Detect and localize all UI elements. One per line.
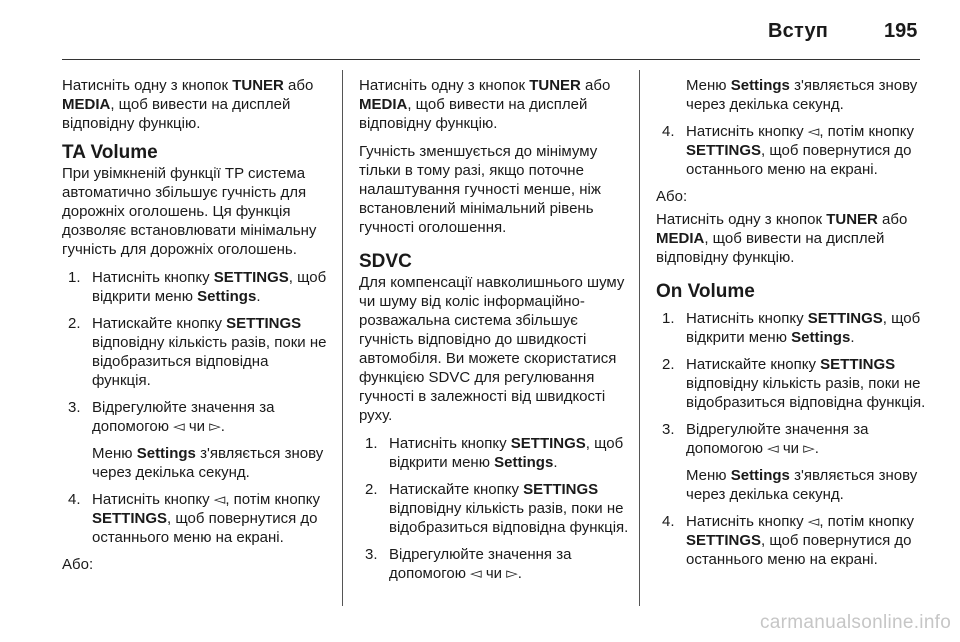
section-heading-sdvc: SDVC — [359, 251, 412, 272]
step-1: 1. Натисніть кнопку SETTINGS, щоб відкрити меню Settings. — [662, 310, 921, 346]
step-3: 3. Відрегулюйте значення за допомогою ◅ чи ▻. — [68, 399, 275, 435]
back-arrow-icon: ◅ — [807, 513, 820, 530]
step-4: 4. Натисніть кнопку ◅, потім кнопку SETTINGS, щоб повернутися до останнього меню на екрані. — [68, 491, 321, 546]
page-header-title: Вступ — [768, 20, 829, 42]
column-1 — [62, 76, 330, 583]
or-label: Або: — [656, 188, 688, 205]
step-3: 3. Відрегулюйте значення за допомогою ◅ чи ▻. — [365, 546, 572, 582]
section-heading-ta-volume: TA Volume — [62, 142, 158, 163]
column-divider-2 — [639, 70, 640, 606]
step-3-note: Меню Settings з'являється знову через декілька секунд. — [686, 77, 918, 113]
step-4: 4. Натисніть кнопку ◅, потім кнопку SETTINGS, щоб повернутися до останнього меню на екрані. — [662, 123, 915, 178]
intro-paragraph: Натисніть одну з кнопок TUNER або MEDIA, щоб вивести на дисплей відповідну функцію. — [62, 77, 314, 132]
ta-description: При увімкненій функції TP система автоматично збільшує гучність для дорожніх оголошень. Ця функція дозволяє встановлювати мінімальну гучність для дорожніх оголошень. — [62, 165, 317, 258]
right-arrow-icon: ▻ — [506, 565, 518, 582]
page-number: 195 — [884, 20, 918, 42]
step-1: 1. Натисніть кнопку SETTINGS, щоб відкрити меню Settings. — [365, 435, 624, 471]
back-arrow-icon: ◅ — [807, 123, 820, 140]
sdvc-description: Для компенсації навколишнього шуму чи шуму від коліс інформаційно-розважальна система збільшує гучність відповідно до швидкості автомобіля. Ви можете скористатися функцією SDVC для регулювання гучності в залежності від швидкості руху. — [359, 274, 625, 424]
intro-paragraph: Натисніть одну з кнопок TUNER або MEDIA, щоб вивести на дисплей відповідну функцію. — [359, 77, 611, 132]
intro-paragraph: Натисніть одну з кнопок TUNER або MEDIA, щоб вивести на дисплей відповідну функцію. — [656, 211, 908, 266]
right-arrow-icon: ▻ — [803, 440, 815, 457]
step-2: 2. Натискайте кнопку SETTINGS відповідну кількість разів, поки не відобразиться відповідна функція. — [662, 356, 926, 411]
column-2 — [359, 76, 629, 591]
column-3 — [656, 76, 928, 577]
volume-note-paragraph: Гучність зменшується до мінімуму тільки в тому разі, якщо поточне налаштування гучності менше, ніж встановлений мінімальний рівень гучності оголошення. — [359, 143, 601, 236]
header-rule — [62, 59, 920, 60]
step-4: 4. Натисніть кнопку ◅, потім кнопку SETTINGS, щоб повернутися до останнього меню на екрані. — [662, 513, 915, 568]
or-label: Або: — [62, 556, 94, 573]
section-heading-on-volume: On Volume — [656, 281, 755, 302]
left-arrow-icon: ◅ — [767, 440, 779, 457]
step-3-note: Меню Settings з'являється знову через декілька секунд. — [686, 467, 918, 503]
left-arrow-icon: ◅ — [173, 418, 185, 435]
watermark: carmanualsonline.info — [760, 612, 952, 633]
step-1: 1. Натисніть кнопку SETTINGS, щоб відкрити меню Settings. — [68, 269, 327, 305]
column-divider-1 — [342, 70, 343, 606]
step-2: 2. Натискайте кнопку SETTINGS відповідну кількість разів, поки не відобразиться відповідна функція. — [68, 315, 327, 389]
step-3-note: Меню Settings з'являється знову через декілька секунд. — [92, 445, 324, 481]
back-arrow-icon: ◅ — [213, 491, 226, 508]
step-2: 2. Натискайте кнопку SETTINGS відповідну кількість разів, поки не відобразиться відповідна функція. — [365, 481, 629, 536]
left-arrow-icon: ◅ — [470, 565, 482, 582]
step-3: 3. Відрегулюйте значення за допомогою ◅ чи ▻. — [662, 421, 869, 457]
right-arrow-icon: ▻ — [209, 418, 221, 435]
